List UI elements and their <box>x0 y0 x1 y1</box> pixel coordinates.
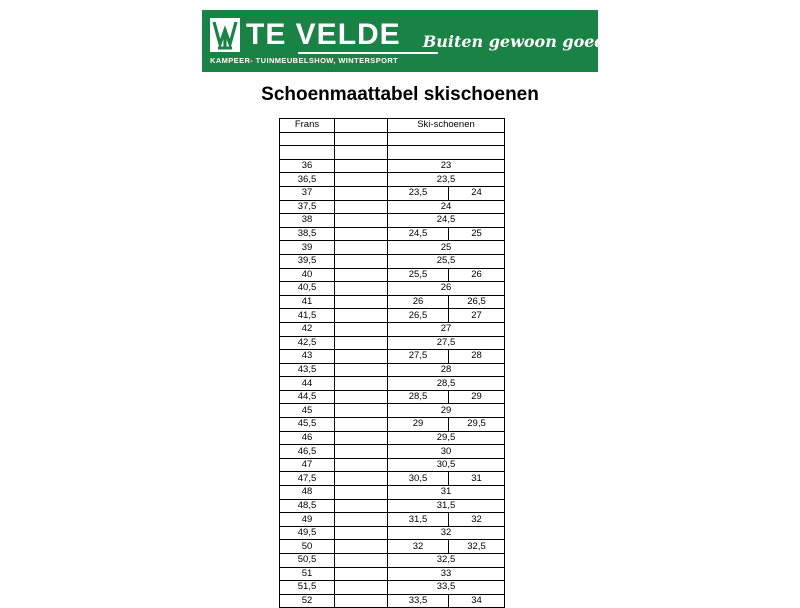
cell-ski-size-high: 28 <box>449 350 505 364</box>
cell-frans: 42 <box>280 322 335 336</box>
cell-blank <box>335 309 388 323</box>
cell-ski-size-high: 34 <box>449 594 505 608</box>
table-row <box>280 214 505 228</box>
cell-ski-size-low: 30,5 <box>388 472 449 486</box>
cell-frans: 50 <box>280 540 335 554</box>
cell-ski-size-high: 32,5 <box>449 540 505 554</box>
cell-blank <box>335 567 388 581</box>
cell-blank <box>335 241 388 255</box>
table-header-row <box>280 119 505 133</box>
table-row <box>280 186 505 200</box>
cell-ski-size <box>388 132 505 146</box>
cell-ski-size <box>388 146 505 160</box>
cell-ski-size: 28 <box>388 363 505 377</box>
cell-blank <box>335 499 388 513</box>
cell-ski-size-high: 27 <box>449 309 505 323</box>
cell-blank <box>335 472 388 486</box>
cell-ski-size: 30 <box>388 445 505 459</box>
cell-frans: 36,5 <box>280 173 335 187</box>
table-row <box>280 295 505 309</box>
table-row <box>280 499 505 513</box>
cell-frans: 49,5 <box>280 526 335 540</box>
table-row <box>280 309 505 323</box>
cell-blank <box>335 268 388 282</box>
cell-blank <box>335 418 388 432</box>
cell-ski-size: 24 <box>388 200 505 214</box>
cell-ski-size: 30,5 <box>388 458 505 472</box>
table-row <box>280 350 505 364</box>
table-row <box>280 526 505 540</box>
cell-frans: 42,5 <box>280 336 335 350</box>
cell-ski-size-low: 32 <box>388 540 449 554</box>
cell-blank <box>335 295 388 309</box>
cell-blank <box>335 445 388 459</box>
cell-ski-size-high: 29,5 <box>449 418 505 432</box>
header-frans: Frans <box>280 119 335 133</box>
cell-blank <box>335 486 388 500</box>
table-row <box>280 282 505 296</box>
table-row <box>280 431 505 445</box>
cell-ski-size-high: 24 <box>449 186 505 200</box>
cell-blank <box>335 350 388 364</box>
table-row <box>280 268 505 282</box>
cell-frans: 48 <box>280 486 335 500</box>
cell-ski-size-high: 26,5 <box>449 295 505 309</box>
cell-blank <box>335 322 388 336</box>
cell-frans: 46 <box>280 431 335 445</box>
cell-blank <box>335 594 388 608</box>
cell-frans: 41,5 <box>280 309 335 323</box>
table-row <box>280 472 505 486</box>
cell-frans: 40,5 <box>280 282 335 296</box>
cell-blank <box>335 254 388 268</box>
table-row <box>280 336 505 350</box>
cell-frans: 43,5 <box>280 363 335 377</box>
cell-frans: 45,5 <box>280 418 335 432</box>
cell-blank <box>335 404 388 418</box>
cell-ski-size-low: 24,5 <box>388 227 449 241</box>
table-row <box>280 458 505 472</box>
table-row <box>280 322 505 336</box>
cell-blank <box>335 363 388 377</box>
cell-frans: 39,5 <box>280 254 335 268</box>
cell-ski-size-low: 33,5 <box>388 594 449 608</box>
cell-blank <box>335 336 388 350</box>
cell-ski-size: 27,5 <box>388 336 505 350</box>
table-row <box>280 146 505 160</box>
cell-frans: 41 <box>280 295 335 309</box>
cell-frans: 38 <box>280 214 335 228</box>
cell-blank <box>335 227 388 241</box>
cell-blank <box>335 431 388 445</box>
cell-frans: 48,5 <box>280 499 335 513</box>
cell-ski-size-low: 26 <box>388 295 449 309</box>
header-blank <box>335 119 388 133</box>
cell-blank <box>335 513 388 527</box>
table-row <box>280 513 505 527</box>
cell-frans: 44 <box>280 377 335 391</box>
cell-frans: 50,5 <box>280 554 335 568</box>
cell-ski-size: 33 <box>388 567 505 581</box>
table-row <box>280 486 505 500</box>
header-ski-schoenen: Ski-schoenen <box>388 119 505 133</box>
cell-ski-size: 31 <box>388 486 505 500</box>
cell-frans: 36 <box>280 159 335 173</box>
cell-blank <box>335 200 388 214</box>
cell-frans: 40 <box>280 268 335 282</box>
cell-frans: 52 <box>280 594 335 608</box>
cell-frans: 37 <box>280 186 335 200</box>
cell-blank <box>335 377 388 391</box>
cell-frans: 51,5 <box>280 581 335 595</box>
table-row <box>280 581 505 595</box>
table-row <box>280 363 505 377</box>
cell-ski-size: 29,5 <box>388 431 505 445</box>
brand-row <box>210 18 401 52</box>
cell-frans: 46,5 <box>280 445 335 459</box>
cell-ski-size: 31,5 <box>388 499 505 513</box>
table-row <box>280 241 505 255</box>
cell-ski-size: 23,5 <box>388 173 505 187</box>
table-row <box>280 173 505 187</box>
cell-ski-size: 28,5 <box>388 377 505 391</box>
cell-ski-size: 27 <box>388 322 505 336</box>
cell-ski-size: 26 <box>388 282 505 296</box>
page-title: Schoenmaattabel skischoenen <box>261 84 539 105</box>
cell-ski-size-high: 29 <box>449 390 505 404</box>
table-row <box>280 567 505 581</box>
table-row <box>280 445 505 459</box>
brand-slogan: Buiten gewoon goed <box>422 31 606 51</box>
cell-ski-size: 32,5 <box>388 554 505 568</box>
table-row <box>280 390 505 404</box>
cell-ski-size: 29 <box>388 404 505 418</box>
cell-frans: 38,5 <box>280 227 335 241</box>
cell-frans: 49 <box>280 513 335 527</box>
cell-blank <box>335 173 388 187</box>
cell-blank <box>335 146 388 160</box>
cell-frans: 47 <box>280 458 335 472</box>
cell-frans: 45 <box>280 404 335 418</box>
cell-frans: 51 <box>280 567 335 581</box>
shoe-size-table <box>279 118 505 608</box>
cell-blank <box>335 214 388 228</box>
cell-blank <box>335 540 388 554</box>
cell-ski-size: 33,5 <box>388 581 505 595</box>
brand-lockup <box>210 18 401 65</box>
cell-frans: 39 <box>280 241 335 255</box>
table-row <box>280 132 505 146</box>
table-row <box>280 200 505 214</box>
brand-name: TE VELDE <box>246 17 401 51</box>
table-row <box>280 254 505 268</box>
cell-blank <box>335 458 388 472</box>
cell-ski-size-low: 29 <box>388 418 449 432</box>
slogan-underline <box>298 52 438 54</box>
cell-blank <box>335 132 388 146</box>
cell-frans <box>280 132 335 146</box>
cell-blank <box>335 554 388 568</box>
cell-ski-size: 32 <box>388 526 505 540</box>
cell-frans: 37,5 <box>280 200 335 214</box>
cell-ski-size-high: 25 <box>449 227 505 241</box>
cell-ski-size-high: 26 <box>449 268 505 282</box>
cell-frans: 43 <box>280 350 335 364</box>
table-row <box>280 159 505 173</box>
cell-ski-size: 25 <box>388 241 505 255</box>
table-row <box>280 594 505 608</box>
cell-blank <box>335 159 388 173</box>
cell-blank <box>335 390 388 404</box>
cell-ski-size-low: 27,5 <box>388 350 449 364</box>
cell-ski-size: 24,5 <box>388 214 505 228</box>
cell-ski-size-low: 28,5 <box>388 390 449 404</box>
cell-frans <box>280 146 335 160</box>
cell-ski-size-low: 23,5 <box>388 186 449 200</box>
cell-ski-size-high: 31 <box>449 472 505 486</box>
cell-ski-size-low: 25,5 <box>388 268 449 282</box>
te-velde-monogram-icon <box>210 18 240 52</box>
cell-ski-size-low: 31,5 <box>388 513 449 527</box>
cell-blank <box>335 581 388 595</box>
cell-blank <box>335 282 388 296</box>
table-row <box>280 418 505 432</box>
table-row <box>280 554 505 568</box>
cell-blank <box>335 526 388 540</box>
cell-frans: 47,5 <box>280 472 335 486</box>
cell-ski-size: 25,5 <box>388 254 505 268</box>
brand-tagline: KAMPEER- TUINMEUBELSHOW, WINTERSPORT <box>210 55 399 65</box>
table-row <box>280 404 505 418</box>
brand-banner <box>202 10 606 72</box>
table-row <box>280 540 505 554</box>
cell-ski-size: 23 <box>388 159 505 173</box>
table-row <box>280 227 505 241</box>
table-row <box>280 377 505 391</box>
cell-ski-size-high: 32 <box>449 513 505 527</box>
cell-ski-size-low: 26,5 <box>388 309 449 323</box>
cell-blank <box>335 186 388 200</box>
cell-frans: 44,5 <box>280 390 335 404</box>
